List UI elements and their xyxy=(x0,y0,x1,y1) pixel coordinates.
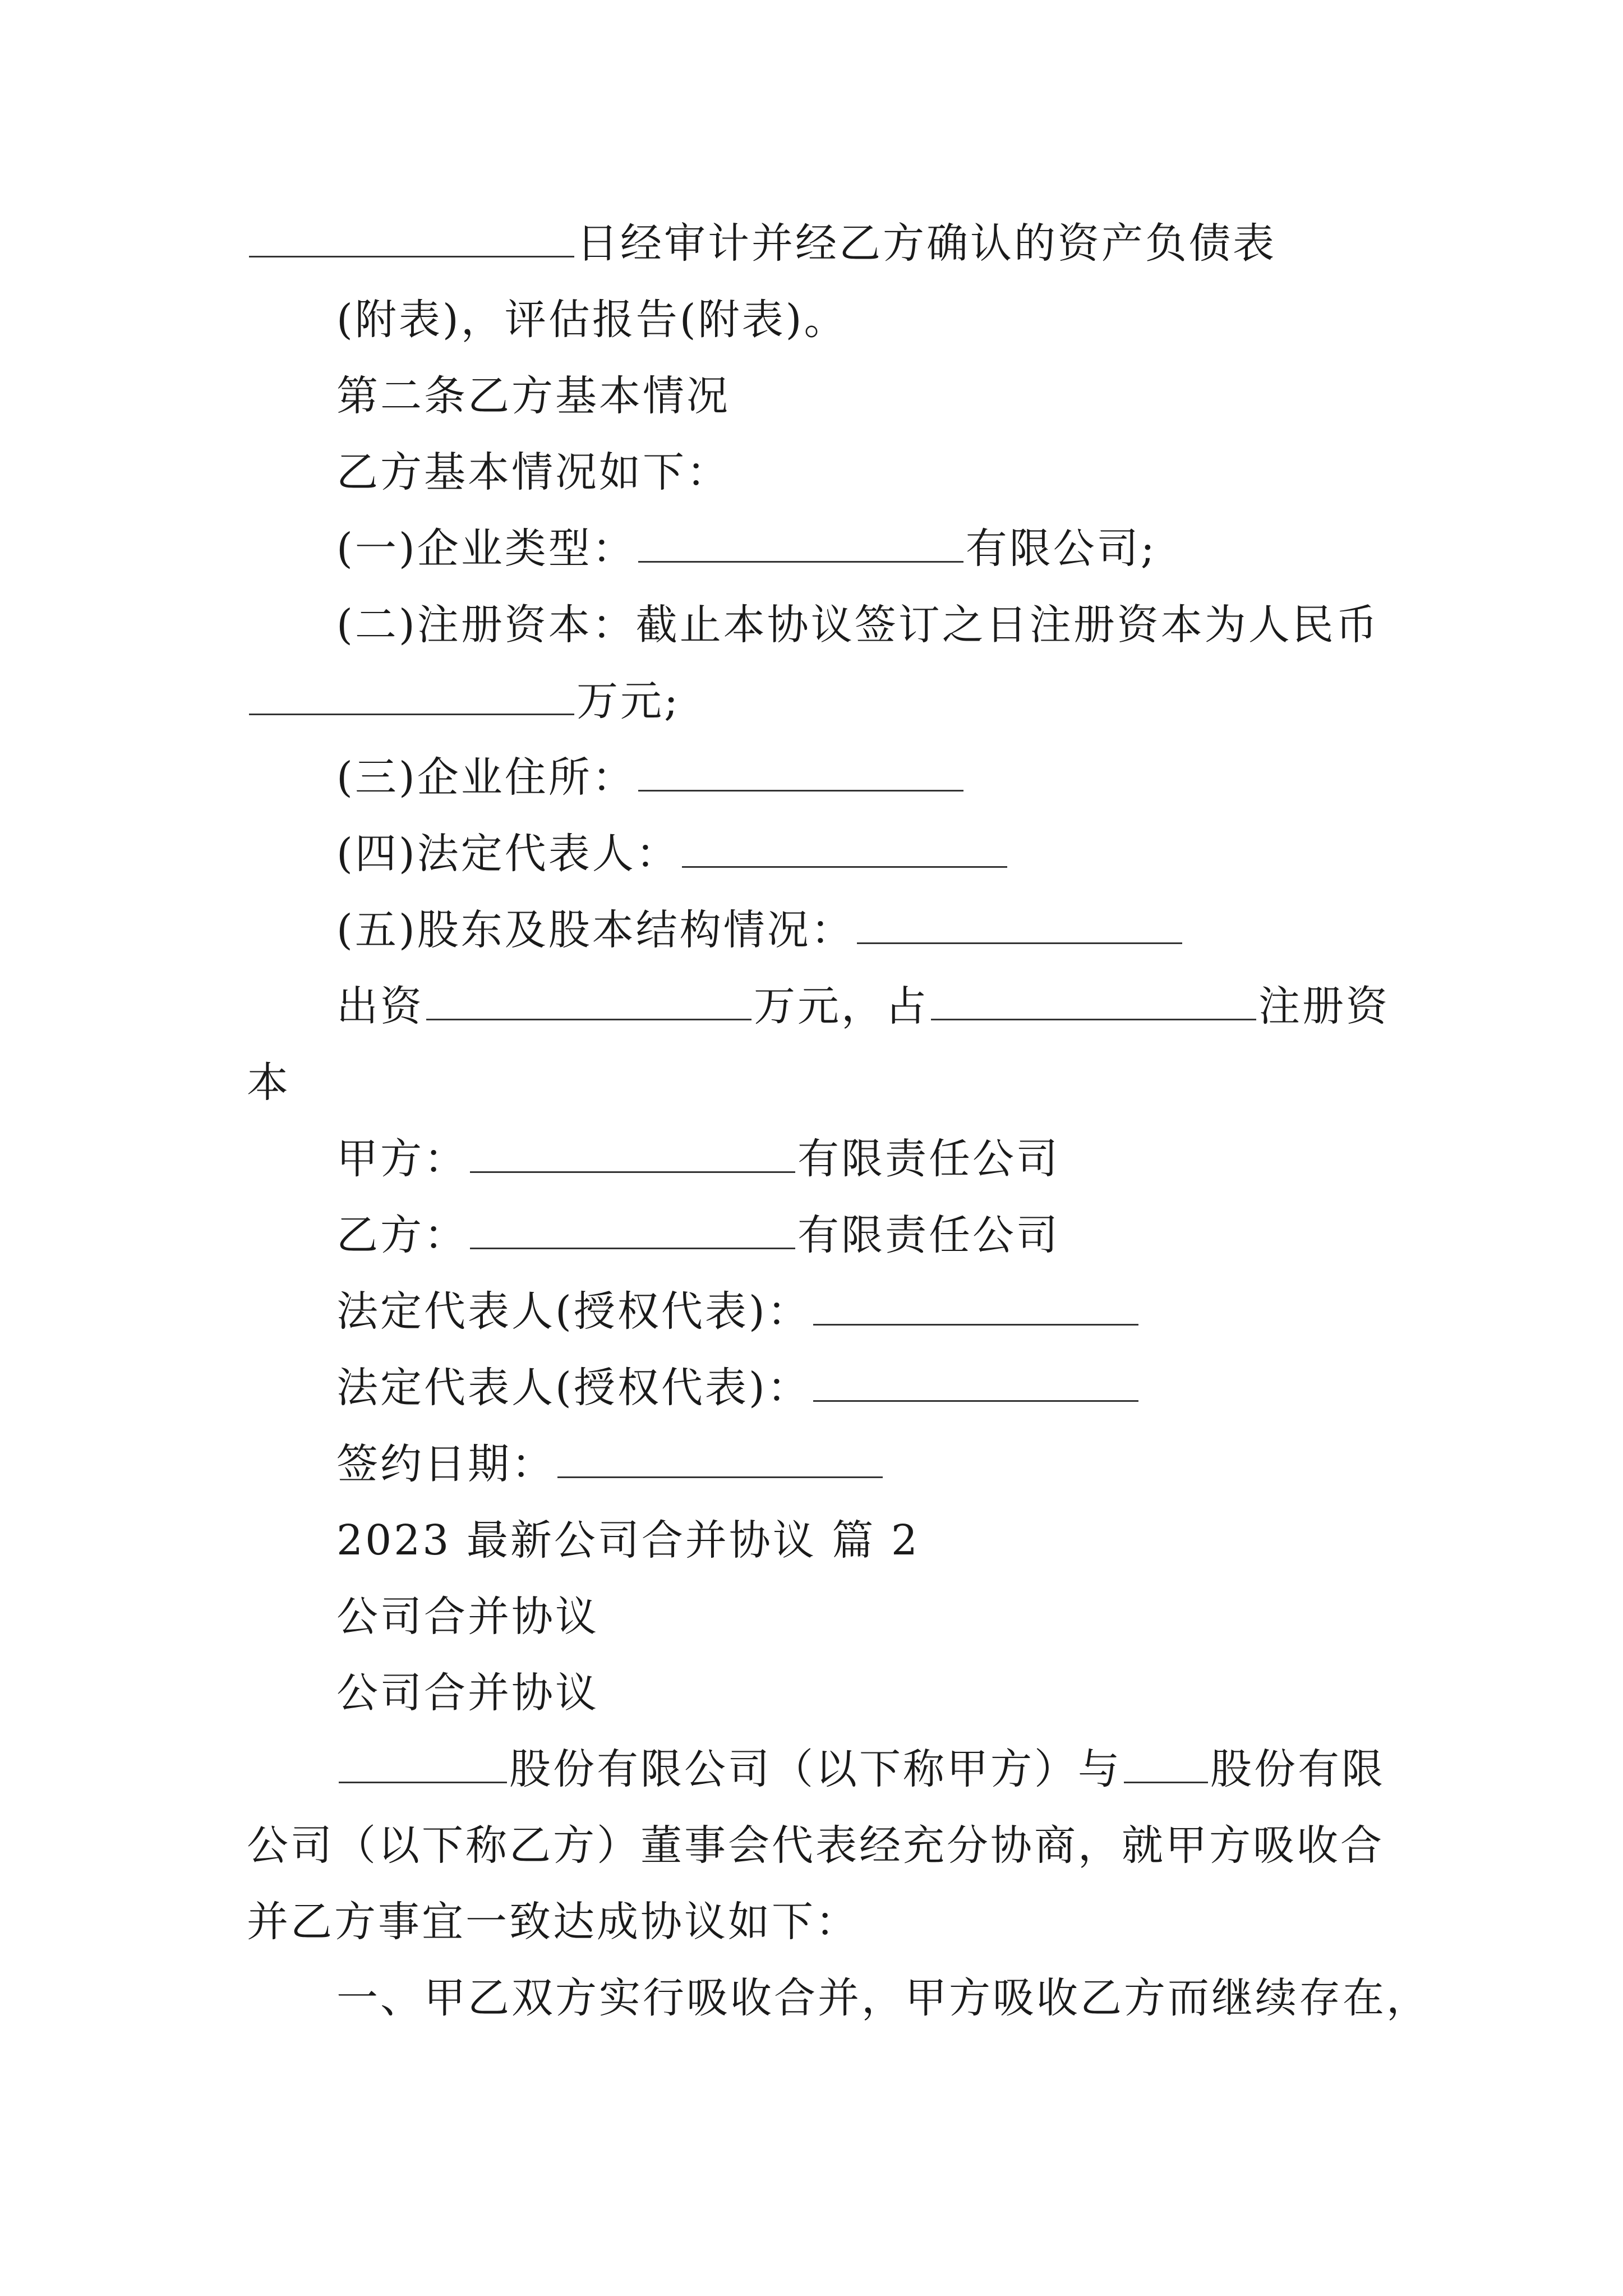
text-line xyxy=(336,1589,599,1645)
text-line xyxy=(336,521,1157,577)
fill-blank xyxy=(426,984,751,1020)
text-line xyxy=(336,444,730,500)
fill-blank xyxy=(557,1442,883,1478)
text-line xyxy=(336,1360,1141,1416)
text-line xyxy=(247,1894,859,1950)
text-line xyxy=(336,1207,1060,1263)
text-line xyxy=(336,978,1390,1034)
text-line xyxy=(336,1665,599,1721)
line-text: 注册资 xyxy=(1258,982,1390,1030)
fill-blank xyxy=(857,908,1182,944)
text-line xyxy=(336,749,966,806)
line-text: 公司（以下称乙方）董事会代表经充分协商，就甲方吸收合 xyxy=(247,1821,1384,1870)
text-line xyxy=(336,597,1380,653)
text-line xyxy=(336,1970,1430,2026)
line-text: (附表)，评估报告(附表)。 xyxy=(336,296,848,344)
line-text: 甲方： xyxy=(336,1135,468,1183)
line-text: (一)企业类型： xyxy=(336,524,636,573)
line-text: 签约日期： xyxy=(336,1440,555,1488)
fill-blank xyxy=(813,1365,1138,1402)
fill-blank xyxy=(931,984,1256,1020)
fill-blank xyxy=(249,221,574,257)
section-heading xyxy=(336,368,730,424)
line-text: 出资 xyxy=(336,982,424,1030)
section-heading xyxy=(336,1512,920,1568)
fill-blank xyxy=(638,755,963,792)
line-text: 法定代表人(授权代表)： xyxy=(336,1287,811,1336)
fill-blank xyxy=(682,831,1007,868)
line-text: 本 xyxy=(247,1059,291,1107)
text-line xyxy=(247,1818,1384,1874)
fill-blank xyxy=(1124,1747,1208,1783)
line-text: 日经审计并经乙方确认的资产负债表 xyxy=(577,219,1276,268)
fill-blank xyxy=(470,1213,795,1249)
line-text: (三)企业住所： xyxy=(336,753,636,802)
text-line xyxy=(336,1283,1141,1340)
text-line xyxy=(247,215,1276,272)
line-text: 有限责任公司 xyxy=(797,1211,1060,1259)
line-text: 公司合并协议 xyxy=(336,1593,599,1641)
text-line xyxy=(336,1131,1060,1187)
line-text: (五)股东及股本结构情况： xyxy=(336,906,855,954)
line-text: 乙方： xyxy=(336,1211,468,1259)
line-text: 有限公司; xyxy=(965,524,1157,573)
line-text: 公司合并协议 xyxy=(336,1669,599,1717)
text-line xyxy=(336,902,1184,958)
text-line xyxy=(336,1741,1385,1797)
text-line xyxy=(336,1436,885,1492)
fill-blank xyxy=(813,1289,1138,1326)
line-text: 股份有限 xyxy=(1210,1745,1385,1793)
line-text: 第二条乙方基本情况 xyxy=(336,372,730,420)
line-text: 2023 最新公司合并协议 篇 2 xyxy=(336,1516,920,1565)
text-line xyxy=(336,292,847,348)
line-text: 万元，占 xyxy=(754,982,929,1030)
line-text: 乙方基本情况如下： xyxy=(336,448,730,496)
fill-blank xyxy=(249,679,574,715)
line-text: (四)法定代表人： xyxy=(336,830,680,878)
line-text: 一、甲乙双方实行吸收合并，甲方吸收乙方而继续存在， xyxy=(336,1974,1430,2022)
line-text: 并乙方事宜一致达成协议如下： xyxy=(247,1898,859,1946)
text-line xyxy=(247,673,680,729)
line-text: 万元; xyxy=(577,677,680,725)
line-text: (二)注册资本：截止本协议签订之日注册资本为人民币 xyxy=(336,601,1380,649)
fill-blank xyxy=(470,1137,795,1173)
line-text: 法定代表人(授权代表)： xyxy=(336,1364,811,1412)
text-line xyxy=(247,1055,291,1111)
fill-blank xyxy=(339,1747,507,1783)
line-text: 股份有限公司（以下称甲方）与 xyxy=(509,1745,1122,1793)
text-line xyxy=(336,826,1009,882)
fill-blank xyxy=(638,526,963,563)
line-text: 有限责任公司 xyxy=(797,1135,1060,1183)
